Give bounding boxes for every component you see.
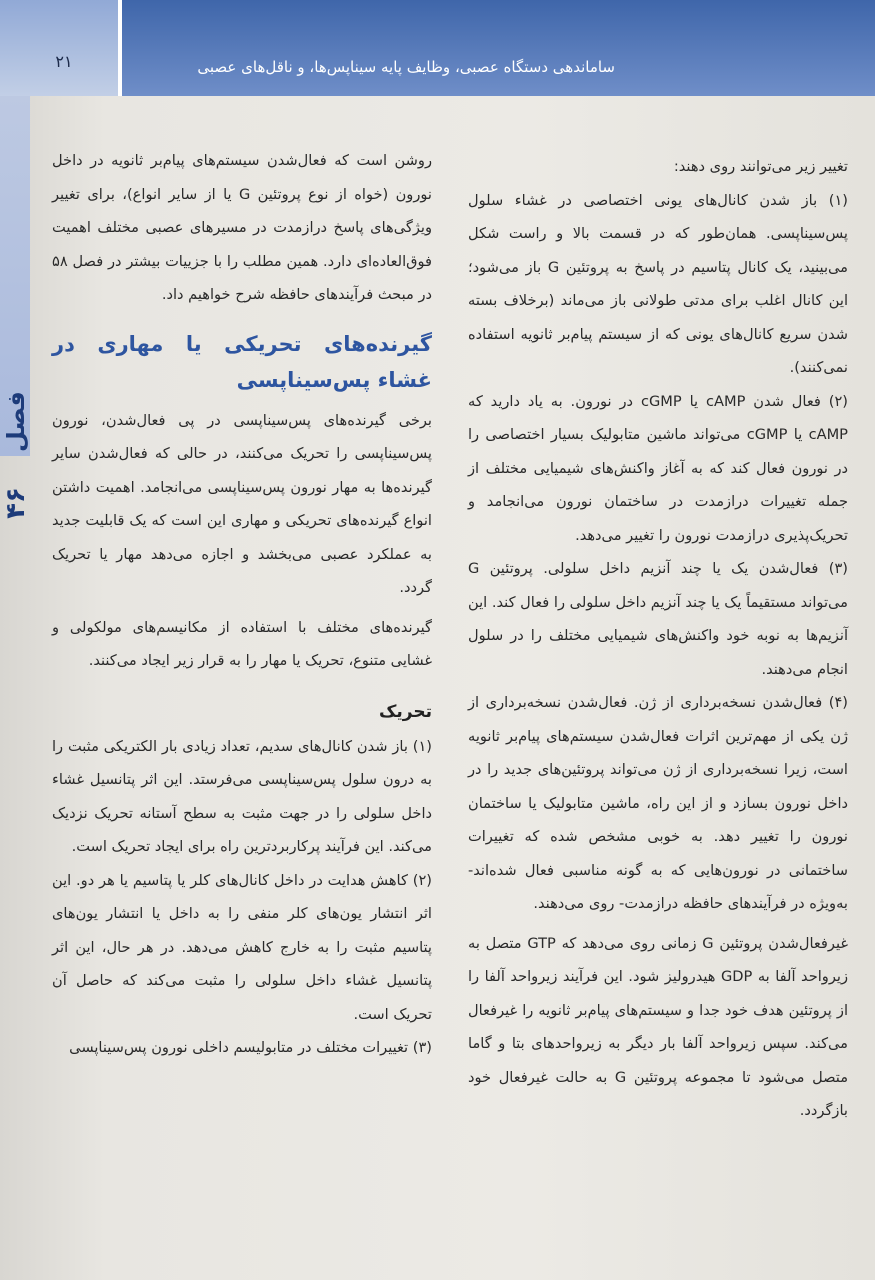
page-header	[0, 0, 875, 96]
chapter-tab	[0, 96, 31, 519]
closing-paragraph: غیرفعال‌شدن پروتئین G زمانی روی می‌دهد که GTP متصل به زیرواحد آلفا به GDP هیدرولیز شود. این فرآیند زیرواحد آلفا را از پروتئین هدف خود جدا و سیستم‌های پیام‌بر ثانویه را غیرفعال می‌کند. سپس زیرواحد آلفا بار دیگر به زیرواحدهای بتا و گاما متصل می‌شود تا مجموعه پروتئین G به حالت غیرفعال خود بازگردد.	[468, 934, 849, 1119]
left-column-intro: روشن است که فعال‌شدن سیستم‌های پیام‌بر ثانویه در داخل نورون (خواه از نوع پروتئین G یا از سایر انواع)، برای تغییر ویژگی‌های پاسخ درازمدت در مسیرهای عصبی مختلف اهمیت فوق‌العاده‌ای دارد. همین مطلب را با جزییات بیشتر در فصل ۵۸ در مبحث فرآیندهای حافظه شرح خواهیم داد.	[52, 152, 432, 303]
paragraph: گیرنده‌های مختلف با استفاده از مکانیسم‌های مولکولی و غشایی متنوع، تحریک یا مهار را به قرار زیر ایجاد می‌کنند.	[52, 618, 432, 669]
list-item: (۲) کاهش هدایت در داخل کانال‌های کلر یا پتاسیم یا هر دو. این اثر انتشار یون‌های کلر منفی را به داخل یا انتشار یون‌های پتاسیم مثبت را به خارج کاهش می‌دهد. در هر حال، این اثر پتانسیل غشاء داخل سلولی را مثبت می‌کند که حاصل آن تحریک است.	[52, 871, 432, 1023]
right-column	[468, 150, 848, 1128]
chapter-label: فصل	[2, 391, 30, 452]
page-number: ۲۱	[55, 52, 73, 71]
left-column	[52, 144, 432, 1065]
list-item: (۱) باز شدن کانال‌های سدیم، تعداد زیادی بار الکتریکی مثبت را به درون سلول پس‌سیناپسی می‌فرستد. این اثر پتانسیل غشاء داخل سلولی را در جهت مثبت به سطح آستانه تحریک نزدیک می‌کند. این فرآیند پرکاربردترین راه برای ایجاد تحریک است.	[52, 737, 432, 855]
right-column-intro: تغییر زیر می‌توانند روی دهند:	[673, 158, 848, 175]
section-heading: گیرنده‌های تحریکی یا مهاری در غشاء پس‌سیناپسی	[52, 331, 432, 392]
list-item: (۱) باز شدن کانال‌های یونی اختصاصی در غشاء سلول پس‌سیناپسی. همان‌طور که در قسمت بالا و راست شکل می‌بینید، یک کانال پتاسیم در پاسخ به پروتئین G باز می‌شود؛ این کانال اغلب برای مدتی طولانی باز می‌ماند (برخلاف بسته شدن سریع کانال‌های یونی که از سیستم پیام‌بر ثانویه استفاده نمی‌کنند).	[468, 191, 848, 376]
list-item: (۳) تغییرات مختلف در متابولیسم داخلی نورون پس‌سیناپسی	[69, 1039, 432, 1056]
paragraph: برخی گیرنده‌های پس‌سیناپسی در پی فعال‌شدن، نورون پس‌سیناپسی را تحریک می‌کنند، در حالی که فعال‌شدن سایر گیرنده‌ها به مهار نورون پس‌سیناپسی می‌انجامد. اهمیت داشتن انواع گیرنده‌های تحریکی و مهاری این است که یک قابلیت جدید به عملکرد عصبی می‌بخشد و اجازه می‌دهد مهار یا تحریک گردد.	[52, 411, 432, 596]
header-divider	[118, 0, 122, 96]
subsection-heading: تحریک	[378, 701, 432, 722]
chapter-number: ۴۶	[1, 487, 31, 519]
list-item: (۳) فعال‌شدن یک یا چند آنزیم داخل سلولی. پروتئین G می‌تواند مستقیماً یک یا چند آنزیم داخل سلولی را فعال کند. این آنزیم‌ها به نوبه خود واکنش‌های شیمیایی مختلف را در سلول انجام می‌دهند.	[468, 560, 848, 678]
list-item: (۲) فعال شدن cAMP یا cGMP در نورون. به یاد دارید که cAMP یا cGMP می‌تواند ماشین متابولیک بسیار اختصاصی را در نورون فعال کند که به آغاز واکنش‌های شیمیایی مختلف از جمله تغییرات درازمدت در ساختمان نورون می‌انجامد و تحریک‌پذیری درازمدت نورون را تغییر می‌دهد.	[468, 392, 848, 544]
list-item: (۴) فعال‌شدن نسخه‌برداری از ژن. فعال‌شدن نسخه‌برداری از ژن یکی از مهم‌ترین اثرات فعال‌شدن سیستم‌های پیام‌بر ثانویه است، زیرا نسخه‌برداری از ژن می‌تواند پروتئین‌های جدید را در داخل نورون بسازد و از این راه، ماشین متابولیک یا ساختمان نورون را تغییر دهد. به خوبی مشخص شده که تغییرات ساختمانی در نورون‌هایی که به گونه مناسبی فعال شده‌اند- به‌ویژه در فرآیندهای حافظه درازمدت- روی می‌دهند.	[468, 694, 848, 912]
running-title: ساماندهی دستگاه عصبی، وظایف پایه سیناپس‌ها، و ناقل‌های عصبی	[197, 58, 615, 76]
page-number-box	[0, 0, 118, 96]
